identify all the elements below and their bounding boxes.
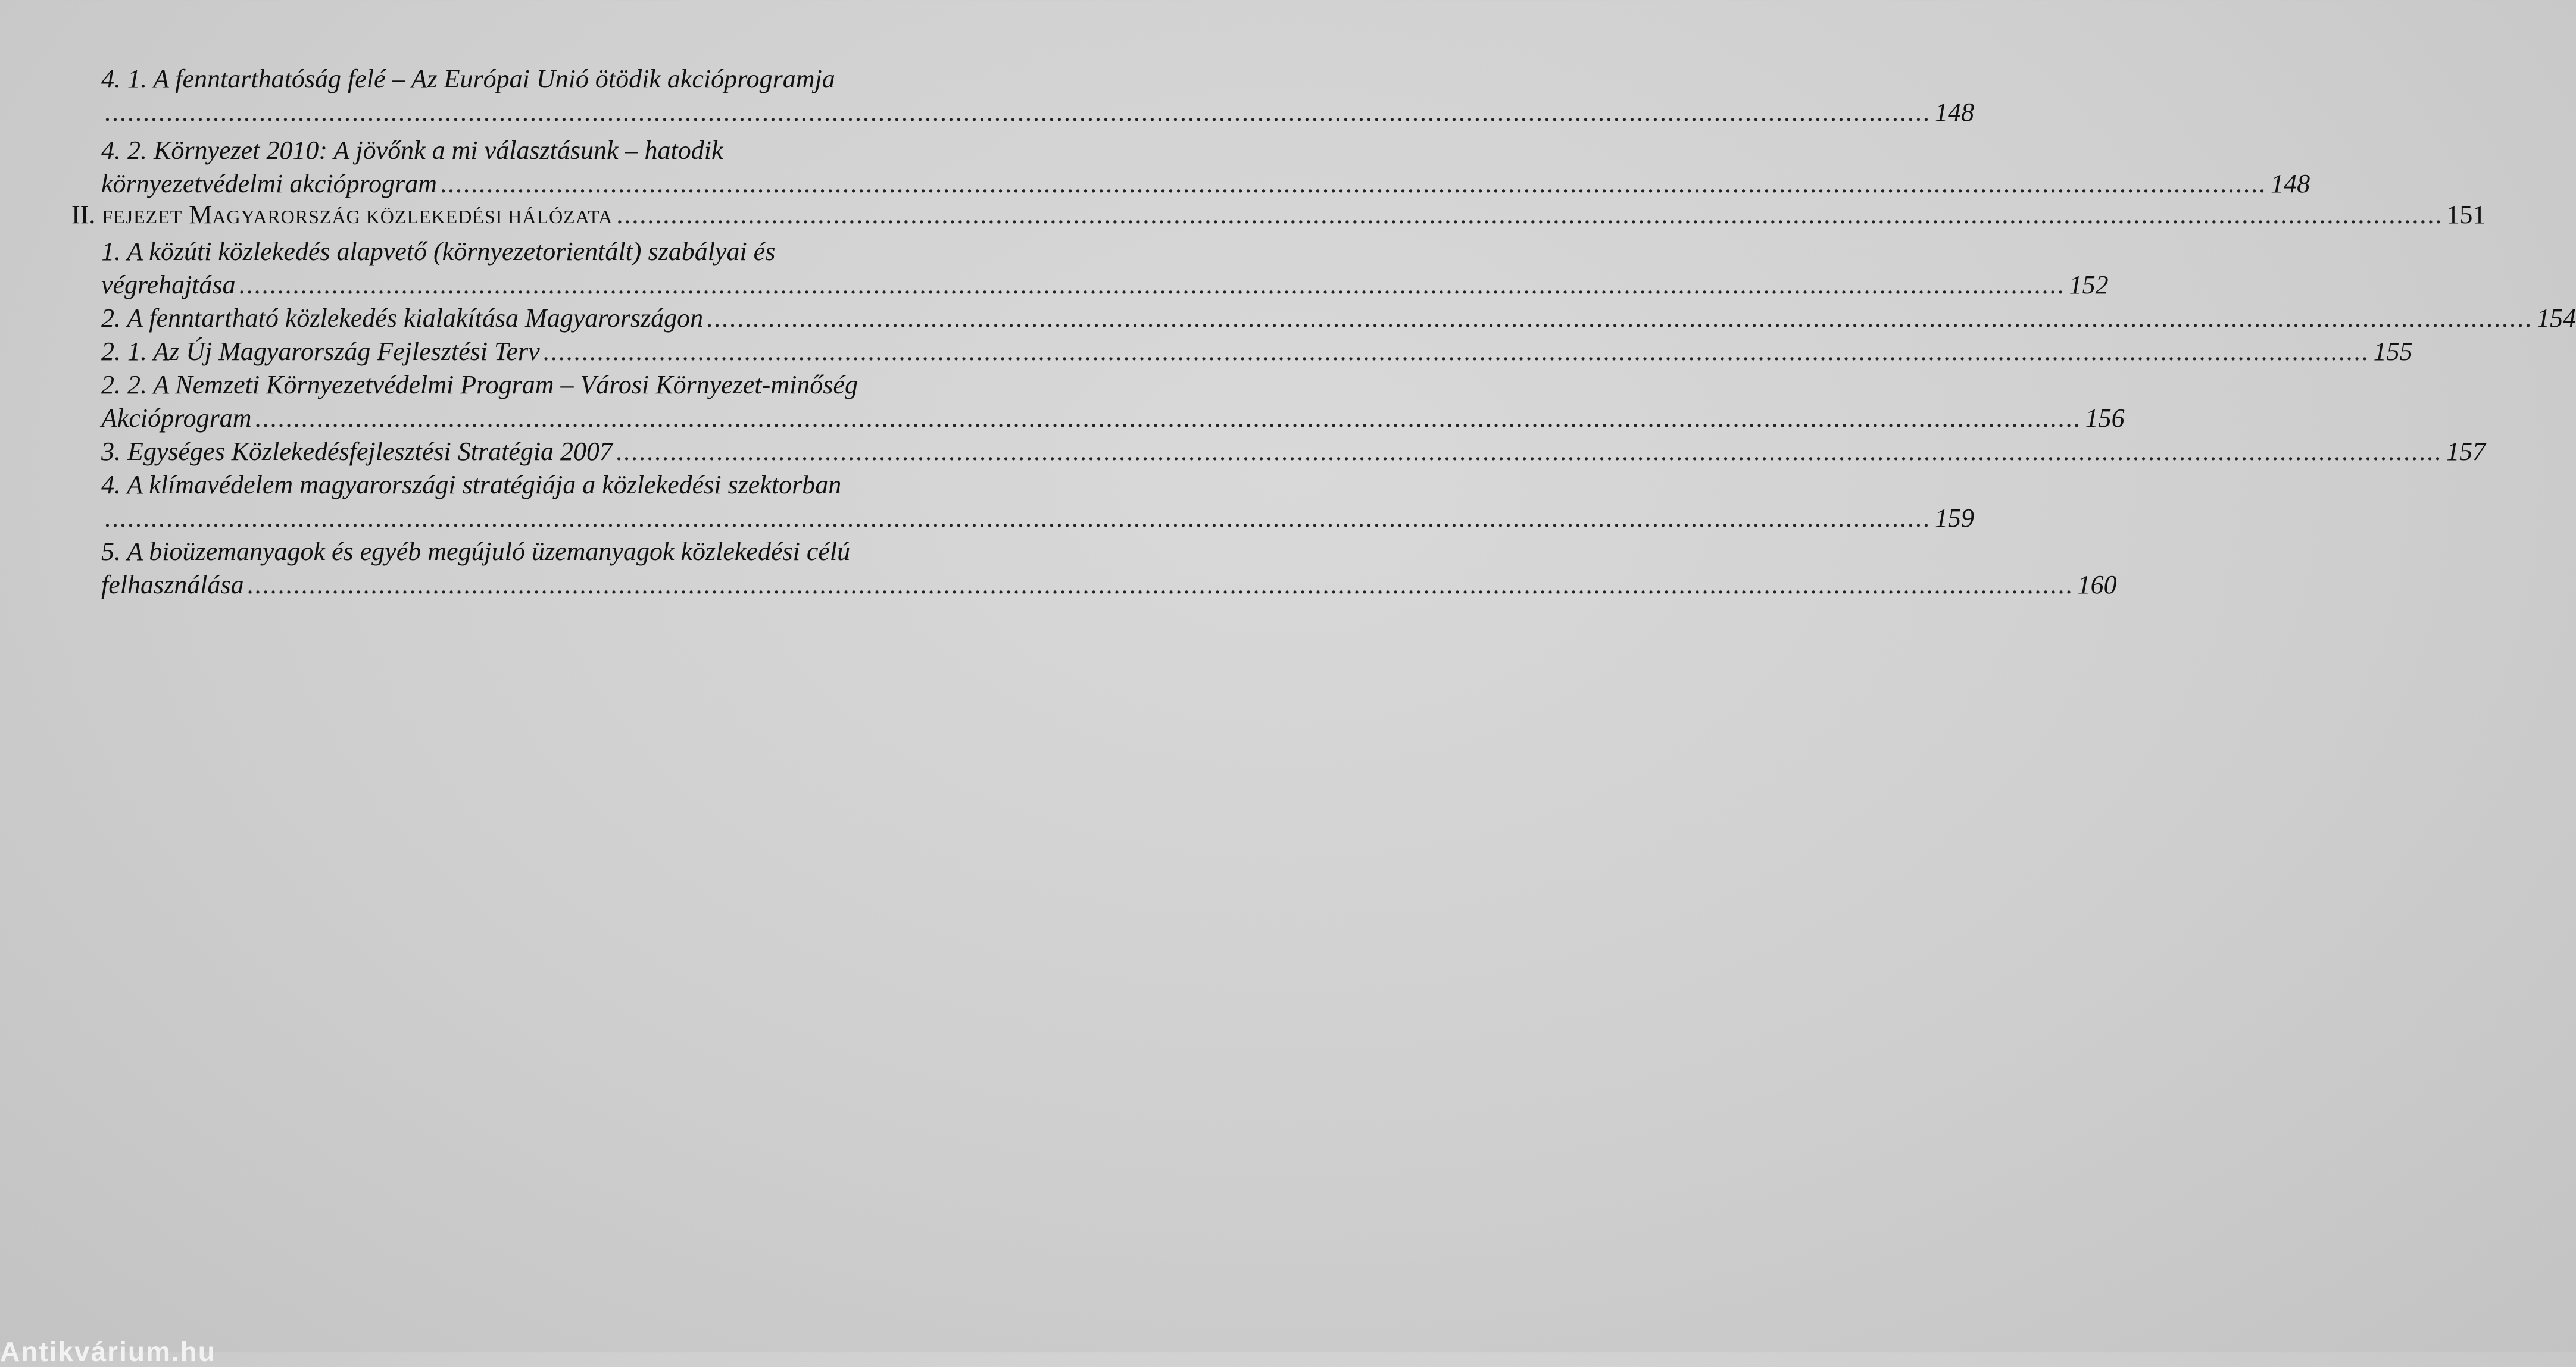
toc-entry-row — [101, 302, 2576, 335]
watermark-text: Antikvárium.hu — [0, 1336, 216, 1367]
toc-entry-text: végrehajtása — [101, 270, 236, 299]
page-number: 157 — [2446, 437, 2486, 466]
toc-entry-text: 3. Egységes Közlekedésfejlesztési Stratégia 2007 — [101, 437, 613, 466]
toc-entry-row — [101, 96, 1974, 129]
toc-entry-text: 2. 2. A Nemzeti Környezetvédelmi Program – Városi Környezet-minőség — [101, 370, 858, 399]
toc-entry-text: 2. 1. Az Új Magyarország Fejlesztési Terv — [101, 337, 540, 366]
page-number: 155 — [2373, 337, 2413, 366]
page-number: 159 — [1935, 503, 1974, 533]
toc-entry-row — [101, 268, 2109, 302]
toc-entry-text: 1. A közúti közlekedés alapvető (környezetorientált) szabályai és — [101, 237, 776, 266]
chapter-heading — [71, 198, 613, 233]
leader-dots — [441, 167, 2267, 201]
chapter-number: II. — [71, 200, 96, 229]
chapter-word: FEJEZET — [102, 206, 183, 227]
leader-dots — [248, 568, 2074, 602]
toc-entry-row — [101, 167, 2310, 201]
toc-entry-row — [101, 335, 2413, 368]
toc-entry-text: környezetvédelmi akcióprogram — [101, 169, 438, 198]
leader-dots — [707, 302, 2533, 335]
chapter-title-initial: M — [189, 200, 213, 229]
leader-dots — [616, 198, 2443, 232]
toc-entry-text: 2. A fenntartható közlekedés kialakítása Magyarországon — [101, 304, 704, 333]
toc-entry-row — [101, 568, 2117, 602]
toc-entry-row — [101, 402, 2125, 435]
chapter-title-rest: AGYARORSZÁG KÖZLEKEDÉSI HÁLÓZATA — [212, 206, 613, 227]
page-number: 152 — [2069, 270, 2109, 299]
leader-dots — [105, 96, 1931, 129]
page-number: 148 — [2271, 169, 2310, 198]
toc-entry-text: 4. A klímavédelem magyarországi stratégiája a közlekedési szektorban — [101, 470, 842, 499]
page-number: 148 — [1935, 98, 1974, 127]
leader-dots — [105, 502, 1931, 535]
page-number: 154 — [2537, 304, 2576, 333]
toc-entry-text: felhasználása — [101, 570, 244, 599]
leader-dots — [239, 268, 2066, 302]
leader-dots — [255, 402, 2082, 435]
page-number: 160 — [2077, 570, 2117, 599]
chapter-heading-row — [71, 198, 2486, 233]
toc-entry-text: Akcióprogram — [101, 403, 252, 433]
page-number: 151 — [2446, 200, 2486, 229]
toc-entry-text: 5. A bioüzemanyagok és egyéb megújuló üzemanyagok közlekedési célú — [101, 537, 851, 566]
leader-dots — [616, 435, 2443, 468]
toc-entry-text: 4. 1. A fenntarthatóság felé – Az Európai Unió ötödik akcióprogramja — [101, 64, 835, 93]
toc-entry-row — [101, 502, 1974, 535]
toc-entry-row — [101, 435, 2486, 468]
toc-entry-text: 4. 2. Környezet 2010: A jövőnk a mi választásunk – hatodik — [101, 136, 723, 165]
page-number: 156 — [2085, 403, 2125, 433]
leader-dots — [544, 335, 2370, 368]
